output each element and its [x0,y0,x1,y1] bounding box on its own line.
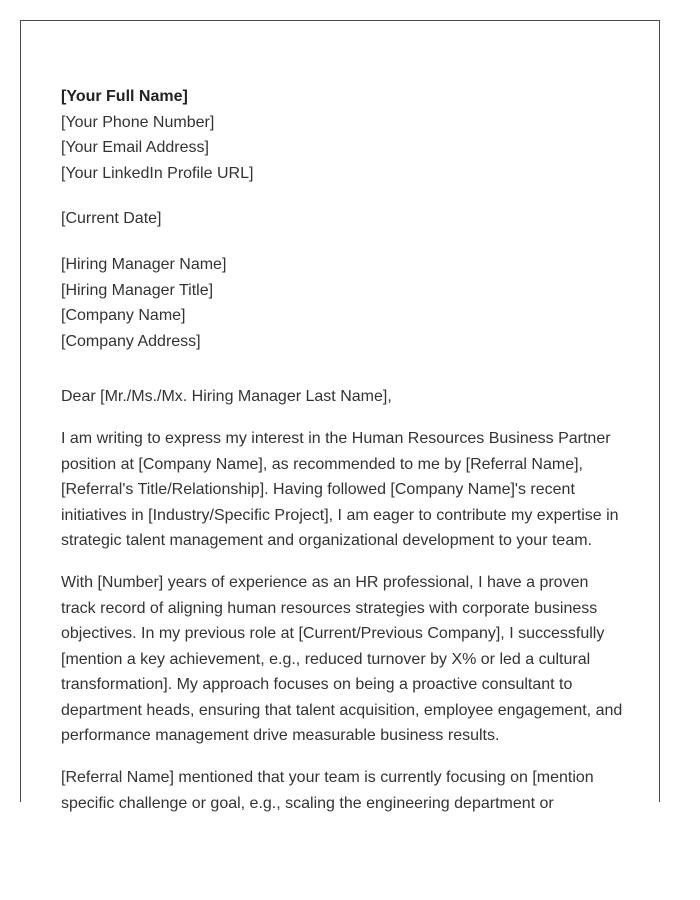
sender-name: [Your Full Name] [61,88,188,105]
salutation: Dear [Mr./Ms./Mx. Hiring Manager Last Name], [61,388,392,406]
recipient-name: [Hiring Manager Name] [61,255,227,273]
document-page [20,20,660,812]
letter-body [61,84,626,816]
body-paragraph-2: With [Number] years of experience as an HR professional, I have a proven track record of aligning human resources strategies with corporate business objectives. In my previous role at [Current/Previous Company], I successfully [mention a key achievement, e.g., reduced turnover by X% or led a cultural transformation]. My approach focuses on being a proactive consultant to department heads, ensuring that talent acquisition, employee engagement, and performance management drive measurable business results. [61,573,623,745]
sender-email: [Your Email Address] [61,139,209,157]
sender-block [61,84,626,186]
date-block [61,206,626,232]
sender-phone: [Your Phone Number] [61,113,215,131]
recipient-address: [Company Address] [61,332,201,350]
letter-date: [Current Date] [61,210,162,228]
recipient-company: [Company Name] [61,307,186,325]
sender-linkedin: [Your LinkedIn Profile URL] [61,164,254,182]
body-paragraph-3: [Referral Name] mentioned that your team is currently focusing on [mention specific challenge or goal, e.g., scaling the engineering department or [61,769,594,812]
body-paragraph-1: I am writing to express my interest in the Human Resources Business Partner position at [Company Name], as recommended to me by [Referral Name], [Referral's Title/Relationship]. Having followed [Company Name]'s recent initiatives in [Industry/Specific Project], I am eager to contribute my expertise in strategic talent management and organizational development to your team. [61,429,619,550]
recipient-title: [Hiring Manager Title] [61,281,214,299]
recipient-block [61,252,626,354]
